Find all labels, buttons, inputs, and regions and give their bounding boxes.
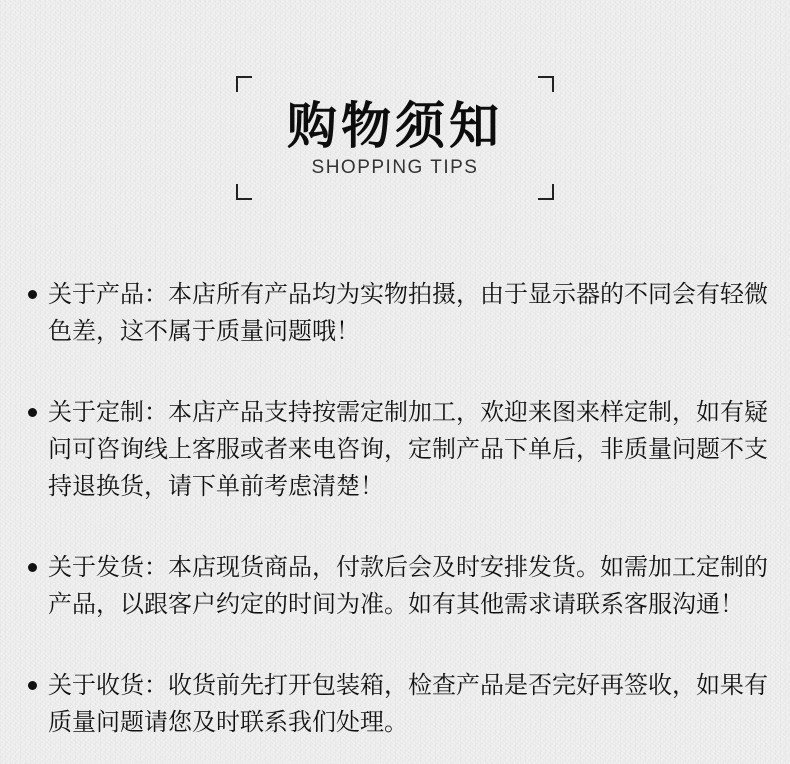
tip-text: 关于发货：本店现货商品，付款后会及时安排发货。如需加工定制的产品，以跟客户约定的时间为准。如有其他需求请联系客服沟通！ (48, 553, 768, 618)
tips-list (24, 276, 769, 741)
tip-receiving (24, 667, 769, 741)
tip-customization (24, 394, 769, 505)
corner-bracket-bottom-left (236, 184, 252, 200)
page-subtitle: SHOPPING TIPS (311, 157, 479, 178)
tip-product (24, 276, 769, 350)
bullet-dot (28, 681, 37, 690)
page-title: 购物须知 (287, 97, 503, 155)
bullet-dot (28, 408, 37, 417)
header-frame (236, 76, 554, 200)
corner-bracket-bottom-right (538, 184, 554, 200)
tip-text: 关于定制：本店产品支持按需定制加工，欢迎来图来样定制，如有疑问可咨询线上客服或者来电咨询，定制产品下单后，非质量问题不支持退换货，请下单前考虑清楚！ (48, 398, 768, 500)
tip-shipping (24, 549, 769, 623)
bullet-dot (28, 563, 37, 572)
tip-text: 关于产品：本店所有产品均为实物拍摄，由于显示器的不同会有轻微色差，这不属于质量问题哦！ (48, 280, 768, 345)
tip-text: 关于收货：收货前先打开包装箱，检查产品是否完好再签收，如果有质量问题请您及时联系我们处理。 (48, 671, 768, 736)
bullet-dot (28, 290, 37, 299)
corner-bracket-top-right (538, 76, 554, 92)
corner-bracket-top-left (236, 76, 252, 92)
